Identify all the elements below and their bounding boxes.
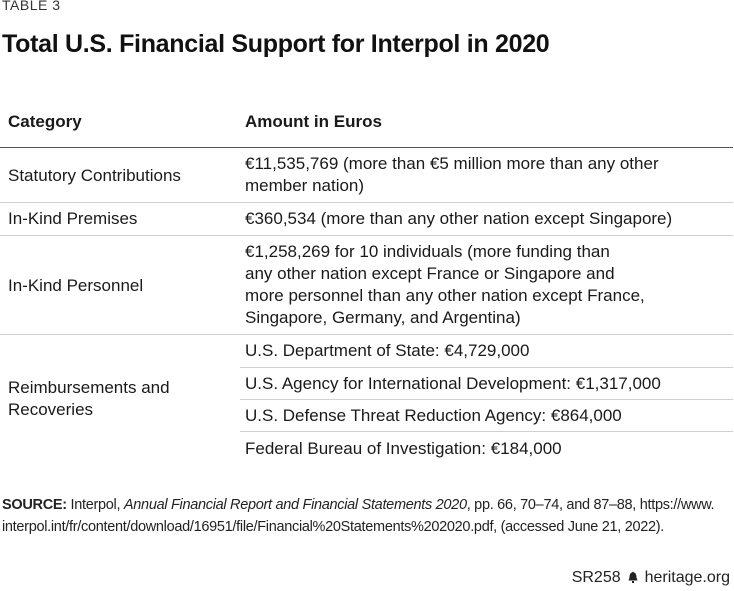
source-note — [2, 494, 732, 538]
row-amount — [245, 153, 733, 197]
source-label: SOURCE: — [2, 497, 67, 513]
row-category — [8, 377, 170, 421]
amount-line: €1,258,269 for 10 individuals (more funding than — [245, 242, 610, 261]
amount-line: Singapore, Germany, and Argentina) — [245, 308, 521, 327]
row-category: Statutory Contributions — [8, 166, 181, 185]
header-category: Category — [8, 112, 82, 131]
table-label: TABLE 3 — [2, 0, 61, 13]
liberty-bell-icon — [627, 571, 639, 583]
site-name: heritage.org — [644, 569, 730, 586]
table-row — [0, 203, 733, 236]
amount-line: €11,535,769 (more than €5 million more than any other — [245, 154, 659, 173]
report-code: SR258 — [571, 569, 621, 586]
row-category: In-Kind Personnel — [8, 276, 144, 295]
category-line: Recoveries — [8, 400, 94, 419]
sub-item: U.S. Agency for International Development: €1,317,000 — [245, 374, 661, 393]
table-row — [0, 236, 733, 335]
source-text: Interpol, — [66, 497, 124, 513]
amount-line: more personnel than any other nation except France, — [245, 286, 645, 305]
sub-item: Federal Bureau of Investigation: €184,000 — [245, 439, 562, 458]
sub-item: U.S. Defense Threat Reduction Agency: €864,000 — [245, 406, 622, 425]
source-url: interpol.int/fr/content/download/16951/file/Financial%20Statements%202020.pdf, (accessed June 21, 2022). — [2, 519, 665, 535]
table-header-row — [0, 103, 733, 148]
row-amount — [245, 241, 733, 329]
row-category: In-Kind Premises — [8, 209, 138, 228]
table-row — [0, 148, 733, 203]
header-amount: Amount in Euros — [245, 112, 382, 131]
sub-divider — [240, 367, 733, 368]
source-text: , pp. 66, 70–74, and 87–88, https://www. — [466, 497, 715, 513]
sub-divider — [240, 399, 733, 400]
amount-line: any other nation except France or Singapore and — [245, 264, 615, 283]
sub-item: U.S. Department of State: €4,729,000 — [245, 341, 530, 360]
page-title: Total U.S. Financial Support for Interpol in 2020 — [2, 30, 550, 58]
financial-support-table — [0, 103, 733, 465]
footer — [572, 569, 730, 587]
table-row — [0, 335, 733, 465]
amount-line: member nation) — [245, 176, 365, 195]
source-title: Annual Financial Report and Financial Statements 2020 — [123, 497, 467, 513]
row-amount: €360,534 (more than any other nation except Singapore) — [245, 209, 673, 228]
category-line: Reimbursements and — [8, 378, 170, 397]
sub-divider — [240, 431, 733, 432]
